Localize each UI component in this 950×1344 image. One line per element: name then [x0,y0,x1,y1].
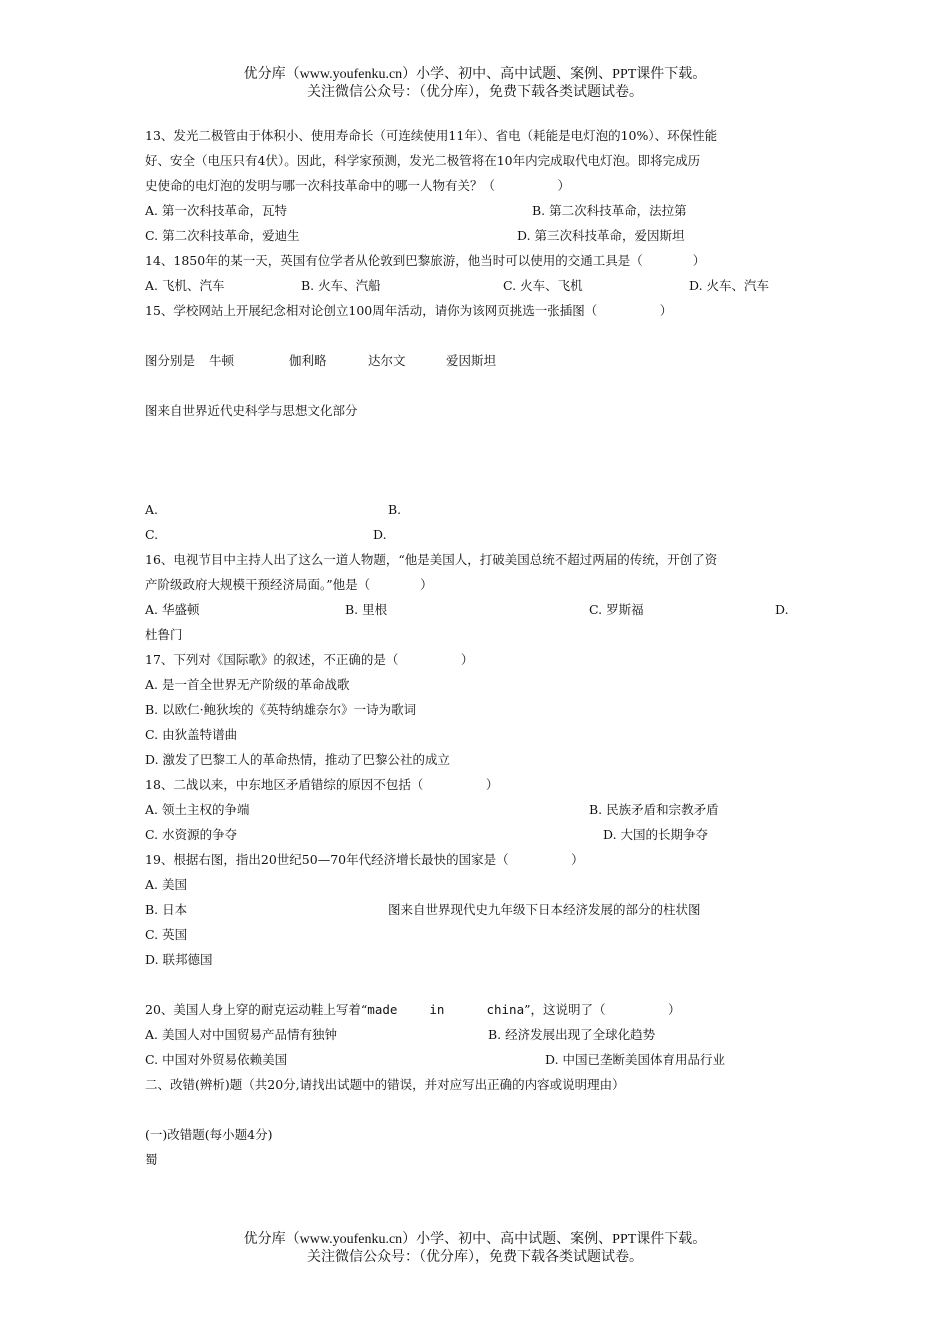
header-line-2: 关注微信公众号：（优分库），免费下载各类试题试卷。 [307,85,643,100]
q15-image-source: 图来自世界近代史科学与思想文化部分 [145,403,358,418]
q14-option-a: A. 飞机、汽车 [145,278,225,293]
q19-option-a: A. 美国 [145,877,187,892]
q18-option-b: B. 民族矛盾和宗教矛盾 [589,802,719,817]
q20-option-d: D. 中国已垄断美国体育用品行业 [545,1052,726,1067]
q13-option-c: C. 第二次科技革命，爱迪生 [145,228,300,243]
q13-stem-line-1: 13、发光二极管由于体积小、使用寿命长（可连续使用11年）、省电（耗能是电灯泡的10%）、环保性能 [145,128,718,143]
q19-option-b: B. 日本 [145,902,188,917]
q15-option-a: A. [145,502,159,517]
q14-option-d: D. 火车、汽车 [689,278,770,293]
q15-caption-newton: 牛顿 [209,353,235,368]
q16-stem-line-2: 产阶级政府大规模干预经济局面。”他是（ ） [145,577,433,592]
q14-stem: 14、1850年的某一天，英国有位学者从伦敦到巴黎旅游，他当时可以使用的交通工具是（ ） [145,253,706,268]
header-line-1: 优分库（www.youfenku.cn）小学、初中、高中试题、案例、PPT课件下载。 [243,67,707,82]
q13-stem-line-3: 史使命的电灯泡的发明与哪一次科技革命中的哪一人物有关？（ ） [145,178,571,193]
q20-word-china: china [486,1002,525,1017]
q19-option-d: D. 联邦德国 [145,952,213,967]
q20-word-made: made [367,1002,398,1017]
q15-caption-prefix: 图分别是 [145,353,196,368]
q15-stem: 15、学校网站上开展纪念相对论创立100周年活动，请你为该网页挑选一张插图（ ） [145,303,673,318]
footer-line-2: 关注微信公众号：（优分库），免费下载各类试题试卷。 [307,1250,643,1265]
q16-option-a: A. 华盛顿 [145,602,200,617]
q16-option-d-text: 杜鲁门 [145,627,183,642]
section-2-subtitle: (一)改错题(每小题4分) [145,1127,273,1142]
q17-stem: 17、下列对《国际歌》的叙述，不正确的是（ ） [145,652,474,667]
q20-option-a: A. 美国人对中国贸易产品情有独钟 [145,1027,337,1042]
q16-stem-line-1: 16、电视节目中主持人出了这么一道人物题，“他是美国人，打破美国总统不超过两届的传统，开创了资 [145,552,718,567]
q19-option-c: C. 英国 [145,927,188,942]
q20-option-b: B. 经济发展出现了全球化趋势 [488,1027,656,1042]
q17-option-c: C. 由狄盖特谱曲 [145,727,238,742]
q19-image-source: 图来自世界现代史九年级下日本经济发展的部分的柱状图 [388,902,701,917]
q15-caption-einstein: 爱因斯坦 [446,353,497,368]
footer-line-1: 优分库（www.youfenku.cn）小学、初中、高中试题、案例、PPT课件下载。 [243,1232,707,1247]
q15-caption-darwin: 达尔文 [368,353,406,368]
q14-option-c: C. 火车、飞机 [503,278,583,293]
q13-stem-line-2: 好、安全（电压只有4伏）。因此，科学家预测，发光二极管将在10年内完成取代电灯泡。即将完成历 [145,153,701,168]
q13-option-a: A. 第一次科技革命，瓦特 [145,203,287,218]
q16-option-c: C. 罗斯福 [589,602,644,617]
q16-option-b: B. 里根 [345,602,388,617]
q20-stem-end: ”，这说明了（ ） [524,1002,681,1017]
q20-stem-start: 20、美国人身上穿的耐克运动鞋上写着“ [145,1002,368,1017]
q15-option-d: D. [373,527,387,542]
q18-stem: 18、二战以来，中东地区矛盾错综的原因不包括（ ） [145,777,499,792]
q18-option-a: A. 领土主权的争端 [145,802,250,817]
q16-option-d-label: D. [775,602,789,617]
q18-option-c: C. 水资源的争夺 [145,827,238,842]
q20-stem [145,1001,681,1019]
stray-character: 蜀 [145,1152,158,1167]
q15-option-c: C. [145,527,159,542]
q15-caption-galileo: 伽利略 [289,353,327,368]
q13-option-d: D. 第三次科技革命，爱因斯坦 [517,228,685,243]
q17-option-d: D. 激发了巴黎工人的革命热情，推动了巴黎公社的成立 [145,752,451,767]
q20-word-in: in [429,1002,445,1017]
q13-option-b: B. 第二次科技革命，法拉第 [532,203,687,218]
q19-stem: 19、根据右图，指出20世纪50—70年代经济增长最快的国家是（ ） [145,852,584,867]
q17-option-a: A. 是一首全世界无产阶级的革命战歌 [145,677,350,692]
q15-option-b: B. [388,502,402,517]
q17-option-b: B. 以欧仁·鲍狄埃的《英特纳雄奈尔》一诗为歌词 [145,702,417,717]
section-2-title: 二、改错(辨析)题（共20分,请找出试题中的错误，并对应写出正确的内容或说明理由） [145,1077,625,1092]
q18-option-d: D. 大国的长期争夺 [603,827,709,842]
q14-option-b: B. 火车、汽船 [301,278,381,293]
q20-option-c: C. 中国对外贸易依赖美国 [145,1052,288,1067]
